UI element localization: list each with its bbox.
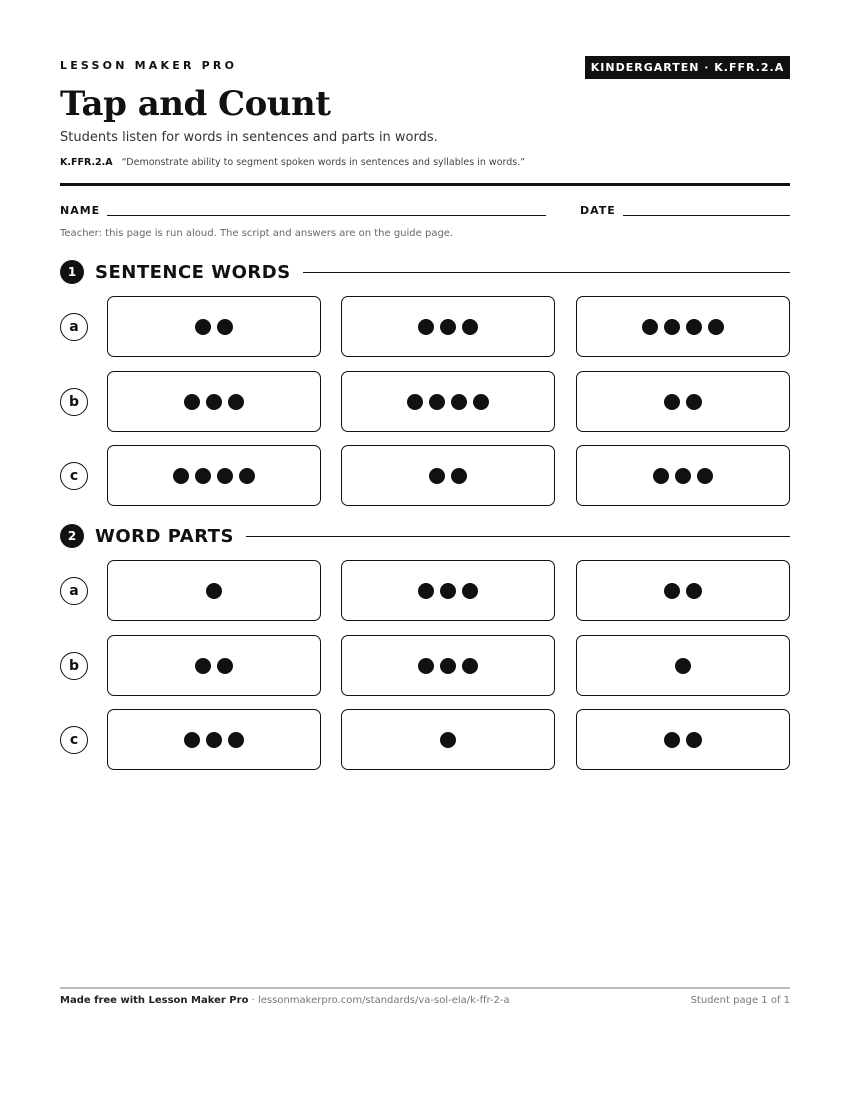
count-dot (440, 732, 456, 748)
question-row (60, 371, 790, 432)
answer-box[interactable] (576, 635, 790, 696)
count-dot (173, 468, 189, 484)
brand-name: LESSON MAKER PRO (60, 59, 238, 72)
answer-box[interactable] (107, 296, 321, 357)
name-label: NAME (60, 204, 101, 217)
count-dot (418, 658, 434, 674)
standard-text: “Demonstrate ability to segment spoken words in sentences and syllables in words.” (121, 157, 526, 168)
answer-box[interactable] (576, 296, 790, 357)
question-row (60, 709, 790, 770)
section-number-badge: 2 (60, 524, 84, 548)
count-dot (228, 394, 244, 410)
count-dot (664, 394, 680, 410)
answer-box[interactable] (341, 445, 555, 506)
footer-page-info: Student page 1 of 1 (690, 995, 790, 1006)
count-dot (206, 583, 222, 599)
count-dot (664, 732, 680, 748)
count-dot (653, 468, 669, 484)
footer-url: · lessonmakerpro.com/standards/va-sol-ela/k-ffr-2-a (248, 995, 510, 1006)
standard-line (60, 157, 525, 168)
count-dot (708, 319, 724, 335)
standard-code: K.FFR.2.A (60, 157, 113, 168)
answer-box[interactable] (341, 635, 555, 696)
answer-box[interactable] (107, 560, 321, 621)
answer-box[interactable] (341, 709, 555, 770)
section-title: SENTENCE WORDS (95, 261, 291, 283)
answer-box[interactable] (107, 709, 321, 770)
count-dot (217, 658, 233, 674)
answer-box[interactable] (576, 445, 790, 506)
count-dot (473, 394, 489, 410)
section-header (60, 523, 790, 549)
count-dot (206, 732, 222, 748)
count-dot (429, 394, 445, 410)
answer-box[interactable] (107, 635, 321, 696)
row-label: b (60, 388, 88, 416)
answer-box[interactable] (107, 445, 321, 506)
count-dot (184, 732, 200, 748)
answer-box[interactable] (341, 296, 555, 357)
footer-made-with: Made free with Lesson Maker Pro (60, 995, 249, 1006)
question-row (60, 296, 790, 357)
count-dot (184, 394, 200, 410)
count-dot (451, 468, 467, 484)
question-row (60, 635, 790, 696)
count-dot (206, 394, 222, 410)
count-dot (418, 319, 434, 335)
count-dot (418, 583, 434, 599)
row-label: a (60, 577, 88, 605)
count-dot (675, 658, 691, 674)
count-dot (407, 394, 423, 410)
question-row (60, 445, 790, 506)
count-dot (217, 319, 233, 335)
section-divider (246, 536, 790, 537)
row-label: a (60, 313, 88, 341)
row-label: b (60, 652, 88, 680)
answer-box[interactable] (576, 709, 790, 770)
page-title: Tap and Count (60, 84, 331, 124)
answer-box[interactable] (576, 371, 790, 432)
footer-divider (60, 987, 790, 989)
count-dot (675, 468, 691, 484)
header-divider (60, 183, 790, 186)
count-dot (686, 394, 702, 410)
row-label: c (60, 726, 88, 754)
count-dot (195, 319, 211, 335)
count-dot (462, 583, 478, 599)
section-title: WORD PARTS (95, 525, 234, 547)
date-field[interactable] (623, 215, 790, 216)
row-label: c (60, 462, 88, 490)
count-dot (228, 732, 244, 748)
question-row (60, 560, 790, 621)
section-divider (303, 272, 790, 273)
count-dot (686, 319, 702, 335)
count-dot (217, 468, 233, 484)
footer-credit (60, 995, 510, 1006)
count-dot (462, 319, 478, 335)
count-dot (440, 319, 456, 335)
name-field[interactable] (107, 215, 546, 216)
count-dot (697, 468, 713, 484)
teacher-note: Teacher: this page is run aloud. The script and answers are on the guide page. (60, 228, 454, 239)
section-number-badge: 1 (60, 260, 84, 284)
count-dot (642, 319, 658, 335)
grade-badge: KINDERGARTEN · K.FFR.2.A (585, 56, 790, 79)
answer-box[interactable] (576, 560, 790, 621)
answer-box[interactable] (341, 371, 555, 432)
count-dot (451, 394, 467, 410)
count-dot (686, 583, 702, 599)
date-label: DATE (580, 204, 616, 217)
count-dot (195, 658, 211, 674)
count-dot (440, 583, 456, 599)
count-dot (462, 658, 478, 674)
count-dot (686, 732, 702, 748)
count-dot (239, 468, 255, 484)
count-dot (664, 583, 680, 599)
count-dot (195, 468, 211, 484)
section-header (60, 259, 790, 285)
page-subtitle: Students listen for words in sentences and parts in words. (60, 130, 438, 145)
count-dot (429, 468, 445, 484)
count-dot (664, 319, 680, 335)
answer-box[interactable] (341, 560, 555, 621)
answer-box[interactable] (107, 371, 321, 432)
count-dot (440, 658, 456, 674)
